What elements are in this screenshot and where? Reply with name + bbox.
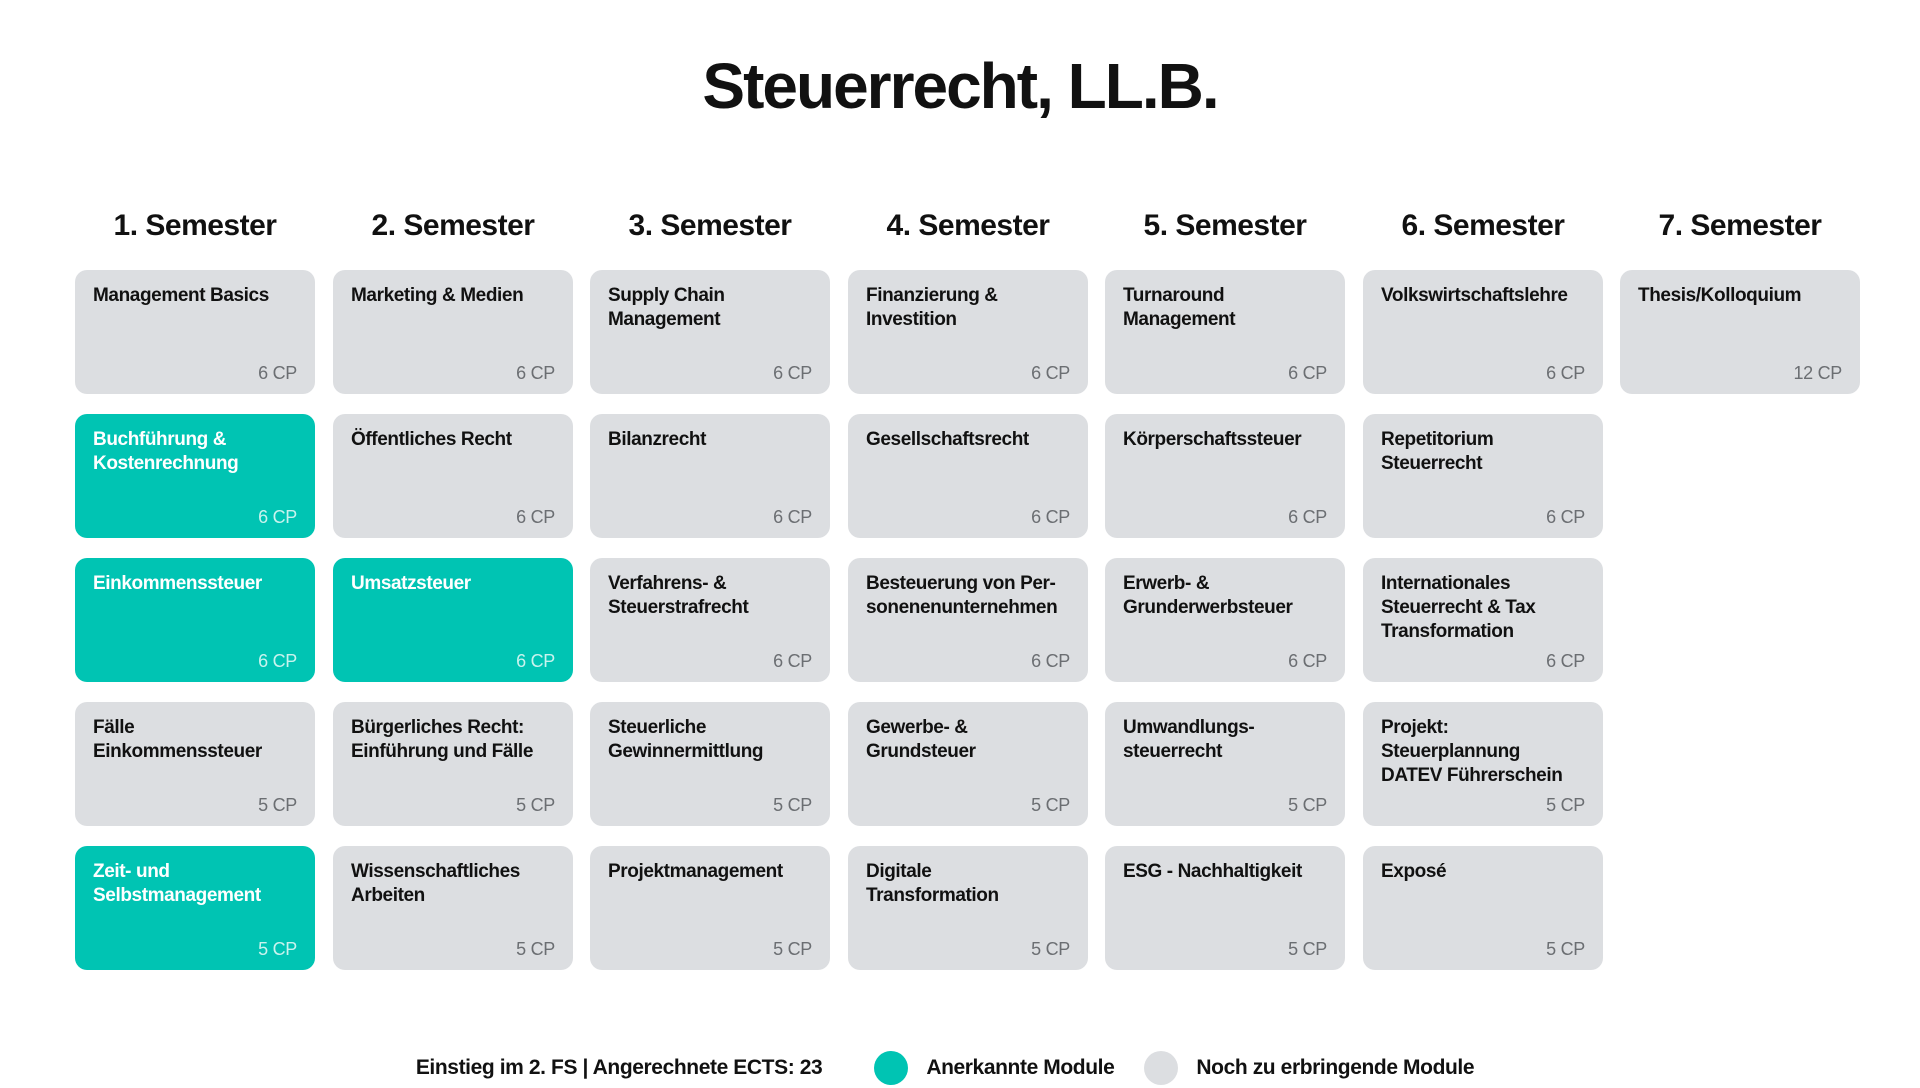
module-card[interactable]: [590, 558, 830, 682]
module-credits: 6 CP: [1546, 363, 1585, 383]
semester-column-7: [1620, 200, 1860, 383]
module-card[interactable]: [75, 414, 315, 538]
module-card[interactable]: [75, 846, 315, 970]
module-name: Einkommenssteuer: [93, 573, 262, 594]
module-card[interactable]: [333, 558, 573, 682]
semester-column-6: [1363, 200, 1603, 959]
semester-column-2: [333, 200, 573, 959]
legend-recognized-label: Anerkannte Module: [926, 1056, 1115, 1079]
module-credits: 5 CP: [1546, 939, 1585, 959]
module-name: Körperschaftssteuer: [1123, 429, 1302, 450]
semester-header: 3. Semester: [628, 209, 792, 242]
legend-pending-label: Noch zu erbringende Module: [1196, 1056, 1475, 1079]
module-card[interactable]: [590, 846, 830, 970]
module-name: Gewerbe- & Grundsteuer: [866, 717, 976, 762]
module-card[interactable]: [1363, 558, 1603, 682]
semester-grid: [75, 200, 1857, 980]
module-name: Bilanzrecht: [608, 429, 707, 450]
semester-header: 7. Semester: [1658, 209, 1822, 242]
module-name: Projektmanagement: [608, 861, 783, 882]
module-card[interactable]: [590, 414, 830, 538]
module-card[interactable]: [848, 558, 1088, 682]
module-credits: 6 CP: [1288, 651, 1327, 671]
module-credits: 6 CP: [773, 507, 812, 527]
module-card[interactable]: [848, 414, 1088, 538]
module-card[interactable]: [1105, 270, 1345, 394]
module-credits: 6 CP: [1031, 507, 1070, 527]
module-name: Repetitorium Steuerrecht: [1381, 429, 1494, 474]
module-credits: 6 CP: [516, 507, 555, 527]
module-credits: 6 CP: [258, 651, 297, 671]
legend: [0, 1048, 1920, 1088]
module-name: Management Basics: [93, 285, 269, 306]
module-card[interactable]: [1620, 270, 1860, 394]
module-credits: 5 CP: [258, 795, 297, 815]
module-credits: 6 CP: [258, 507, 297, 527]
module-credits: 6 CP: [773, 363, 812, 383]
module-card[interactable]: [75, 702, 315, 826]
module-credits: 6 CP: [773, 651, 812, 671]
module-name: Turnaround Management: [1123, 285, 1236, 330]
module-name: Steuerliche Gewinnermittlung: [608, 717, 764, 762]
module-name: Umsatzsteuer: [351, 573, 471, 594]
entry-info: Einstieg im 2. FS | Angerechnete ECTS: 23: [415, 1056, 823, 1079]
module-name: Zeit- und Selbstmanagement: [93, 861, 261, 906]
module-name: Gesellschaftsrecht: [866, 429, 1029, 450]
module-name: Öffentliches Recht: [351, 429, 512, 450]
module-name: Supply Chain Management: [608, 285, 725, 330]
module-credits: 6 CP: [516, 651, 555, 671]
module-credits: 5 CP: [1288, 795, 1327, 815]
page-title: Steuerrecht, LL.B.: [702, 50, 1218, 122]
module-credits: 5 CP: [1031, 795, 1070, 815]
semester-header: 1. Semester: [113, 209, 277, 242]
module-card[interactable]: [75, 270, 315, 394]
module-credits: 6 CP: [1031, 651, 1070, 671]
module-credits: 5 CP: [1546, 795, 1585, 815]
module-card[interactable]: [333, 414, 573, 538]
module-card[interactable]: [848, 270, 1088, 394]
semester-header: 2. Semester: [371, 209, 535, 242]
module-credits: 5 CP: [258, 939, 297, 959]
module-credits: 5 CP: [516, 939, 555, 959]
module-card[interactable]: [848, 702, 1088, 826]
module-card[interactable]: [333, 702, 573, 826]
module-credits: 6 CP: [258, 363, 297, 383]
module-name: Bürgerliches Recht: Einführung und Fälle: [351, 717, 533, 762]
module-credits: 5 CP: [773, 939, 812, 959]
module-credits: 5 CP: [773, 795, 812, 815]
module-name: Volkswirtschaftslehre: [1381, 285, 1568, 306]
module-card[interactable]: [590, 702, 830, 826]
module-card[interactable]: [848, 846, 1088, 970]
semester-header: 6. Semester: [1401, 209, 1565, 242]
module-name: Digitale Transformation: [866, 861, 999, 906]
module-name: Marketing & Medien: [351, 285, 524, 306]
module-credits: 6 CP: [1546, 507, 1585, 527]
module-card[interactable]: [590, 270, 830, 394]
module-name: Finanzierung & Investition: [866, 285, 998, 330]
module-name: Thesis/Kolloquium: [1638, 285, 1802, 306]
module-credits: 6 CP: [1031, 363, 1070, 383]
module-card[interactable]: [1363, 846, 1603, 970]
module-card[interactable]: [333, 270, 573, 394]
module-credits: 6 CP: [516, 363, 555, 383]
module-name: Erwerb- & Grunderwerbsteuer: [1123, 573, 1293, 618]
semester-column-4: [848, 200, 1088, 959]
module-name: Besteuerung von Per- sonenenunternehmen: [866, 573, 1058, 618]
module-card[interactable]: [1363, 414, 1603, 538]
module-name: Wissenschaftliches Arbeiten: [351, 861, 520, 906]
module-card[interactable]: [1105, 702, 1345, 826]
semester-column-5: [1105, 200, 1345, 959]
semester-header: 5. Semester: [1143, 209, 1307, 242]
module-name: ESG - Nachhaltigkeit: [1123, 861, 1302, 882]
module-card[interactable]: [333, 846, 573, 970]
module-card[interactable]: [1363, 270, 1603, 394]
module-name: Exposé: [1381, 861, 1447, 882]
module-card[interactable]: [1363, 702, 1603, 826]
module-credits: 5 CP: [1288, 939, 1327, 959]
semester-header: 4. Semester: [886, 209, 1050, 242]
module-credits: 5 CP: [1031, 939, 1070, 959]
module-credits: 6 CP: [1288, 363, 1327, 383]
module-card[interactable]: [75, 558, 315, 682]
module-name: Fälle Einkommenssteuer: [93, 717, 262, 762]
module-credits: 12 CP: [1793, 363, 1842, 383]
module-name: Buchführung & Kostenrechnung: [93, 429, 239, 474]
module-card[interactable]: [1105, 558, 1345, 682]
module-name: Projekt: Steuerplannung DATEV Führerschein: [1381, 717, 1563, 786]
module-name: Umwandlungs- steuerrecht: [1123, 717, 1255, 762]
module-name: Internationales Steuerrecht & Tax Transformation: [1381, 573, 1536, 642]
semester-column-3: [590, 200, 830, 959]
module-name: Verfahrens- & Steuerstrafrecht: [608, 573, 749, 618]
module-card[interactable]: [1105, 846, 1345, 970]
semester-column-1: [75, 200, 315, 959]
module-credits: 6 CP: [1288, 507, 1327, 527]
module-credits: 6 CP: [1546, 651, 1585, 671]
module-credits: 5 CP: [516, 795, 555, 815]
module-card[interactable]: [1105, 414, 1345, 538]
